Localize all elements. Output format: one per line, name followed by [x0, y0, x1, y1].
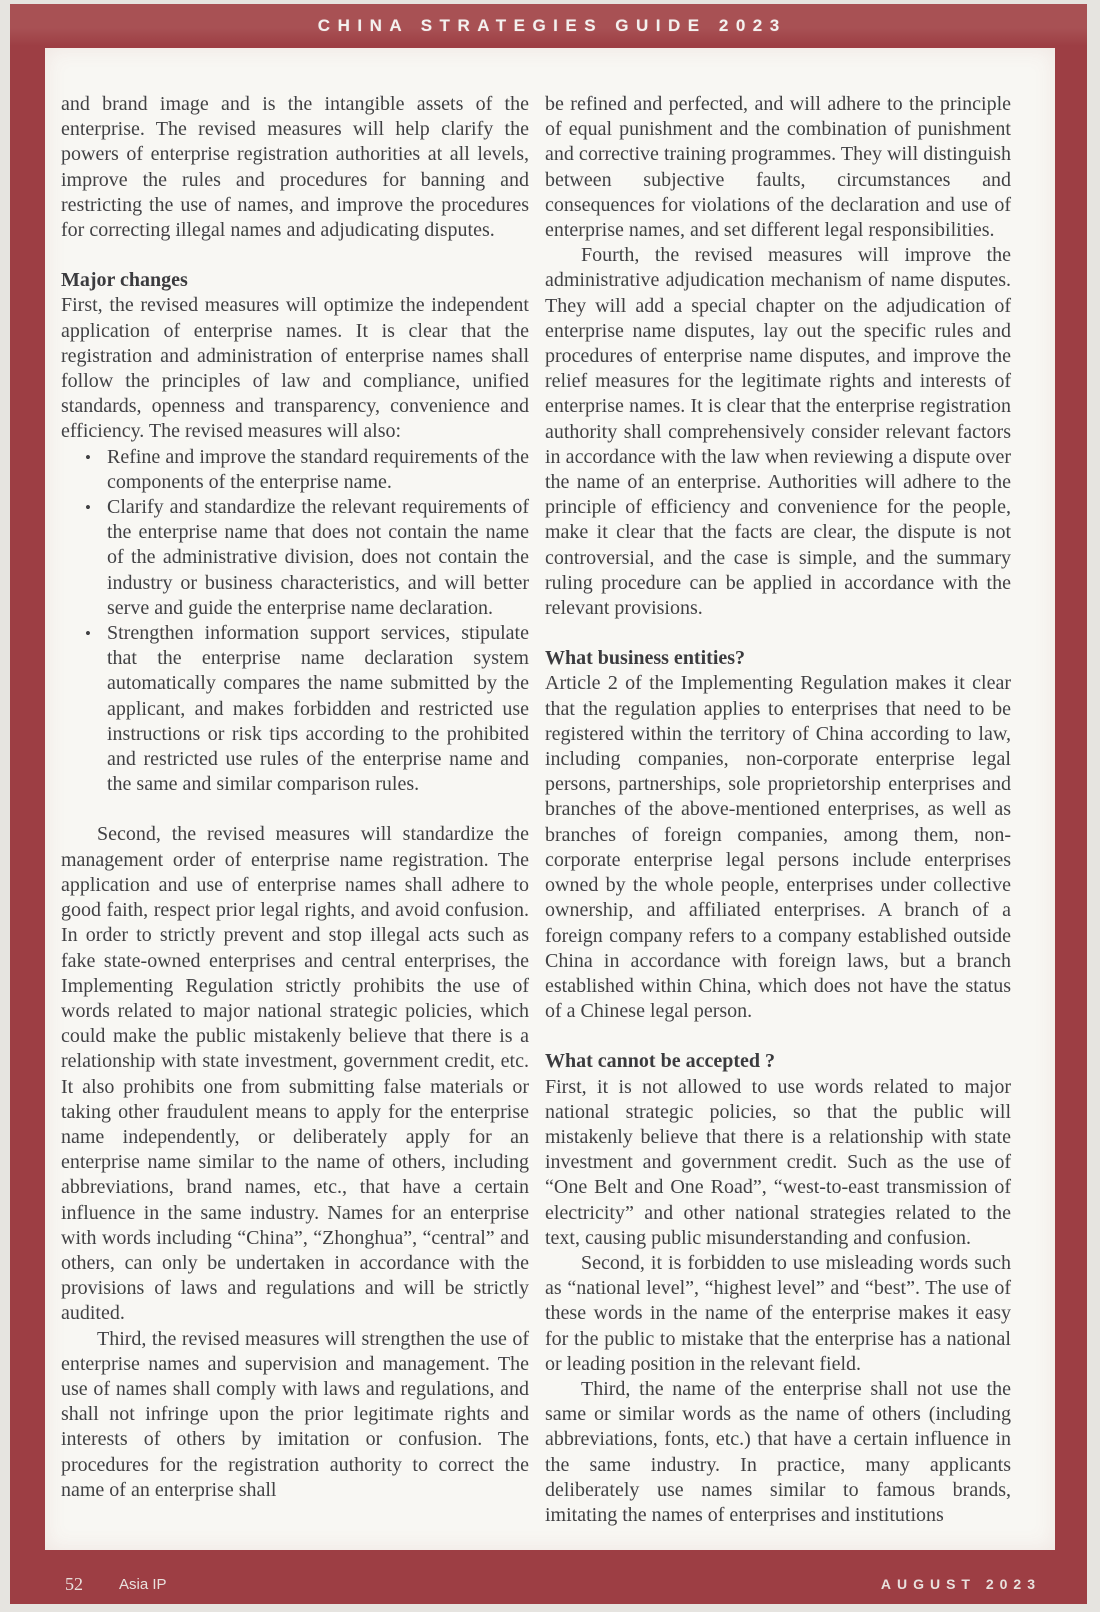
- bullet-item: • Refine and improve the standard requirements of the components of the enterprise name.: [107, 445, 529, 495]
- guide-title: CHINA STRATEGIES GUIDE 2023: [317, 16, 787, 35]
- bullet-list: [61, 445, 529, 798]
- paragraph-first: First, the revised measures will optimize the independent application of enterprise names. It is clear that the registration and administration of enterprise names shall follow the principles of law and compliance, unified standards, openness and transparency, convenience and efficiency. The revised measures will also:: [61, 294, 529, 443]
- issue-date: AUGUST 2023: [880, 1576, 1041, 1592]
- page-content-area: [45, 48, 1055, 1550]
- paragraph-third-rule: Third, the name of the enterprise shall not use the same or similar words as the name of others (including abbreviations, fonts, etc.) that have a certain influence in the same industry. In practice, many applicants deliberately use names similar to famous brands, imitating the names of enterprises and institutions: [545, 1377, 1011, 1526]
- section-heading-business-entities: What business entities?: [545, 647, 746, 670]
- section-heading-what-cannot-be-accepted: What cannot be accepted ?: [545, 1050, 775, 1073]
- left-column: [61, 92, 529, 1503]
- section-heading-major-changes: Major changes: [61, 269, 188, 292]
- page-header-banner: [10, 4, 1087, 48]
- paragraph-continued: be refined and perfected, and will adhere to the principle of equal punishment and the combination of punishment and corrective training programmes. They will distinguish between subjective faults, circumstances and consequences for violations of the declaration and use of enterprise names, and set different legal responsibilities.: [545, 93, 1011, 242]
- paragraph-second: Second, the revised measures will standardize the management order of enterprise name registration. The application and use of enterprise names shall adhere to good faith, respect prior legal rights, and avoid confusion. In order to strictly prevent and stop illegal acts such as fake state-owned enterprises and central enterprises, the Implementing Regulation strictly prohibits the use of words related to major national strategic policies, which could make the public mistakenly believe that there is a relationship with state investment, government credit, etc. It also prohibits one from submitting false materials or taking other fraudulent means to apply for the enterprise name independently, or deliberately apply for an enterprise name similar to the name of others, including abbreviations, brand names, etc., that have a certain influence in the same industry. Names for an enterprise with words including “China”, “Zhonghua”, “central” and others, can only be undertaken in accordance with the provisions of laws and regulations and will be strictly audited.: [61, 823, 529, 1325]
- paragraph-continued: and brand image and is the intangible assets of the enterprise. The revised measures will help clarify the powers of enterprise registration authorities at all levels, improve the rules and procedures for banning and restricting the use of names, and improve the procedures for correcting illegal names and adjudicating disputes.: [61, 93, 529, 242]
- right-column: [545, 92, 1011, 1528]
- paragraph-first-rule: First, it is not allowed to use words related to major national strategic policies, so that the public will mistakenly believe that there is a relationship with state investment and government credit. Such as the use of “One Belt and One Road”, “west-to-east transmission of electricity” and other national strategies related to the text, causing public misunderstanding and confusion.: [545, 1075, 1011, 1249]
- bullet-item: • Clarify and standardize the relevant requirements of the enterprise name that does not contain the name of the administrative division, does not contain the industry or business characteristics, and will better serve and guide the enterprise name declaration.: [107, 495, 529, 621]
- bullet-item: • Strengthen information support services, stipulate that the enterprise name declaration system automatically compares the name submitted by the applicant, and makes forbidden and restricted use instructions or risk tips according to the prohibited and restricted use rules of the enterprise name and the same and similar comparison rules.: [107, 621, 529, 797]
- paragraph-fourth: Fourth, the revised measures will improve the administrative adjudication mechanism of name disputes. They will add a special chapter on the adjudication of enterprise name disputes, lay out the specific rules and procedures of enterprise name disputes, and improve the relief measures for the legitimate rights and interests of enterprise names. It is clear that the enterprise registration authority shall comprehensively consider relevant factors in accordance with the law when reviewing a dispute over the name of an enterprise. Authorities will adhere to the principle of efficiency and convenience for the people, make it clear that the facts are clear, the dispute is not controversial, and the case is simple, and the summary ruling procedure can be applied in accordance with the relevant provisions.: [545, 244, 1011, 620]
- page-number: 52: [65, 1573, 83, 1594]
- page-footer: [10, 1554, 1087, 1604]
- paragraph-third: Third, the revised measures will strengthen the use of enterprise names and supervision and management. The use of names shall comply with laws and regulations, and shall not infringe upon the prior legitimate rights and interests of others by imitation or confusion. The procedures for the registration authority to correct the name of an enterprise shall: [61, 1327, 529, 1501]
- page-border-frame: [10, 4, 1087, 1604]
- paragraph-article-2: Article 2 of the Implementing Regulation makes it clear that the regulation applies to enterprises that need to be registered within the territory of China according to law, including companies, non-corporate enterprise legal persons, partnerships, sole proprietorship enterprises and branches of the above-mentioned enterprises, as well as branches of foreign companies, among them, non-corporate enterprise legal persons include enterprises owned by the whole people, enterprises under collective ownership, and affiliated enterprises. A branch of a foreign company refers to a company established outside China in accordance with foreign laws, but a branch established within China, which does not have the status of a Chinese legal person.: [545, 672, 1011, 1023]
- publication-name: Asia IP: [119, 1575, 167, 1593]
- paragraph-second-rule: Second, it is forbidden to use misleading words such as “national level”, “highest level” and “best”. The use of these words in the name of the enterprise makes it easy for the public to mistake that the enterprise has a national or leading position in the relevant field.: [545, 1251, 1011, 1375]
